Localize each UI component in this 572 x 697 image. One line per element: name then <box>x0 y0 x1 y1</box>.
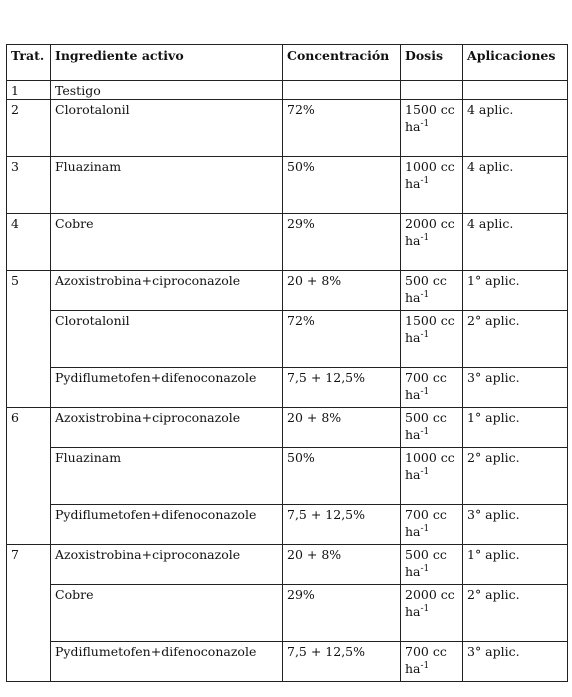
aplicaciones-cell: 1° aplic. <box>463 545 568 585</box>
treatments-table <box>6 44 568 682</box>
header-aplicaciones: Aplicaciones <box>463 45 568 81</box>
ingrediente-cell: Testigo <box>51 81 283 100</box>
table-row <box>7 100 568 157</box>
trat-cell: 1 <box>7 81 51 100</box>
concentracion-cell: 7,5 + 12,5% <box>283 368 401 408</box>
ingrediente-cell: Azoxistrobina+ciproconazole <box>51 408 283 448</box>
trat-cell: 6 <box>7 408 51 545</box>
dosis-cell <box>401 545 463 585</box>
dosis-unit-exponent: -1 <box>420 289 430 300</box>
table-row <box>7 448 568 505</box>
header-concentracion: Concentración <box>283 45 401 81</box>
table-row <box>7 585 568 642</box>
dosis-unit: ha <box>405 467 421 482</box>
table-row <box>7 214 568 271</box>
dosis-value: 500 cc <box>405 547 447 562</box>
header-dosis: Dosis <box>401 45 463 81</box>
ingrediente-cell: Cobre <box>51 214 283 271</box>
dosis-cell <box>401 505 463 545</box>
dosis-unit-exponent: -1 <box>420 232 430 243</box>
dosis-value: 1000 cc <box>405 159 455 174</box>
header-row <box>7 45 568 81</box>
header-trat: Trat. <box>7 45 51 81</box>
aplicaciones-cell: 3° aplic. <box>463 505 568 545</box>
trat-cell: 3 <box>7 157 51 214</box>
dosis-cell <box>401 448 463 505</box>
trat-cell: 4 <box>7 214 51 271</box>
dosis-unit: ha <box>405 604 421 619</box>
dosis-cell <box>401 81 463 100</box>
dosis-unit: ha <box>405 427 421 442</box>
dosis-unit: ha <box>405 524 421 539</box>
dosis-unit: ha <box>405 119 421 134</box>
table-row <box>7 545 568 585</box>
dosis-value: 700 cc <box>405 507 447 522</box>
dosis-unit-exponent: -1 <box>420 603 430 614</box>
aplicaciones-cell: 4 aplic. <box>463 157 568 214</box>
concentracion-cell: 20 + 8% <box>283 545 401 585</box>
ingrediente-cell: Azoxistrobina+ciproconazole <box>51 545 283 585</box>
dosis-unit: ha <box>405 233 421 248</box>
table-row <box>7 368 568 408</box>
table-row <box>7 271 568 311</box>
aplicaciones-cell: 1° aplic. <box>463 408 568 448</box>
dosis-value: 700 cc <box>405 644 447 659</box>
dosis-unit-exponent: -1 <box>420 466 430 477</box>
dosis-value: 500 cc <box>405 410 447 425</box>
dosis-unit-exponent: -1 <box>420 329 430 340</box>
dosis-unit: ha <box>405 330 421 345</box>
ingrediente-cell: Pydiflumetofen+difenoconazole <box>51 505 283 545</box>
table-row <box>7 408 568 448</box>
dosis-unit: ha <box>405 176 421 191</box>
dosis-unit-exponent: -1 <box>420 118 430 129</box>
concentracion-cell: 72% <box>283 311 401 368</box>
dosis-unit-exponent: -1 <box>420 426 430 437</box>
table-row <box>7 157 568 214</box>
concentracion-cell <box>283 81 401 100</box>
dosis-cell <box>401 157 463 214</box>
concentracion-cell: 7,5 + 12,5% <box>283 642 401 682</box>
dosis-cell <box>401 311 463 368</box>
dosis-unit: ha <box>405 661 421 676</box>
dosis-value: 1500 cc <box>405 313 455 328</box>
dosis-unit-exponent: -1 <box>420 386 430 397</box>
aplicaciones-cell: 2° aplic. <box>463 448 568 505</box>
dosis-cell <box>401 585 463 642</box>
aplicaciones-cell: 4 aplic. <box>463 100 568 157</box>
dosis-unit-exponent: -1 <box>420 523 430 534</box>
ingrediente-cell: Cobre <box>51 585 283 642</box>
trat-cell: 2 <box>7 100 51 157</box>
trat-cell: 5 <box>7 271 51 408</box>
table-row <box>7 642 568 682</box>
dosis-unit-exponent: -1 <box>420 660 430 671</box>
ingrediente-cell: Pydiflumetofen+difenoconazole <box>51 642 283 682</box>
dosis-unit: ha <box>405 564 421 579</box>
table-body <box>7 81 568 682</box>
dosis-value: 2000 cc <box>405 216 455 231</box>
dosis-value: 1000 cc <box>405 450 455 465</box>
dosis-cell <box>401 214 463 271</box>
dosis-value: 2000 cc <box>405 587 455 602</box>
aplicaciones-cell: 3° aplic. <box>463 642 568 682</box>
concentracion-cell: 50% <box>283 157 401 214</box>
table-row <box>7 81 568 100</box>
dosis-cell <box>401 408 463 448</box>
ingrediente-cell: Fluazinam <box>51 157 283 214</box>
concentracion-cell: 20 + 8% <box>283 408 401 448</box>
concentracion-cell: 7,5 + 12,5% <box>283 505 401 545</box>
ingrediente-cell: Fluazinam <box>51 448 283 505</box>
aplicaciones-cell: 4 aplic. <box>463 214 568 271</box>
aplicaciones-cell: 2° aplic. <box>463 311 568 368</box>
ingrediente-cell: Clorotalonil <box>51 311 283 368</box>
trat-cell: 7 <box>7 545 51 682</box>
aplicaciones-cell: 2° aplic. <box>463 585 568 642</box>
ingrediente-cell: Pydiflumetofen+difenoconazole <box>51 368 283 408</box>
dosis-value: 700 cc <box>405 370 447 385</box>
concentracion-cell: 29% <box>283 214 401 271</box>
ingrediente-cell: Clorotalonil <box>51 100 283 157</box>
aplicaciones-cell: 3° aplic. <box>463 368 568 408</box>
aplicaciones-cell <box>463 81 568 100</box>
concentracion-cell: 20 + 8% <box>283 271 401 311</box>
concentracion-cell: 72% <box>283 100 401 157</box>
ingrediente-cell: Azoxistrobina+ciproconazole <box>51 271 283 311</box>
table-row <box>7 505 568 545</box>
dosis-cell <box>401 368 463 408</box>
dosis-cell <box>401 271 463 311</box>
header-ingrediente: Ingrediente activo <box>51 45 283 81</box>
aplicaciones-cell: 1° aplic. <box>463 271 568 311</box>
dosis-cell <box>401 100 463 157</box>
concentracion-cell: 29% <box>283 585 401 642</box>
concentracion-cell: 50% <box>283 448 401 505</box>
dosis-unit: ha <box>405 387 421 402</box>
table-row <box>7 311 568 368</box>
dosis-cell <box>401 642 463 682</box>
dosis-unit: ha <box>405 290 421 305</box>
dosis-unit-exponent: -1 <box>420 175 430 186</box>
dosis-value: 1500 cc <box>405 102 455 117</box>
dosis-unit-exponent: -1 <box>420 563 430 574</box>
dosis-value: 500 cc <box>405 273 447 288</box>
